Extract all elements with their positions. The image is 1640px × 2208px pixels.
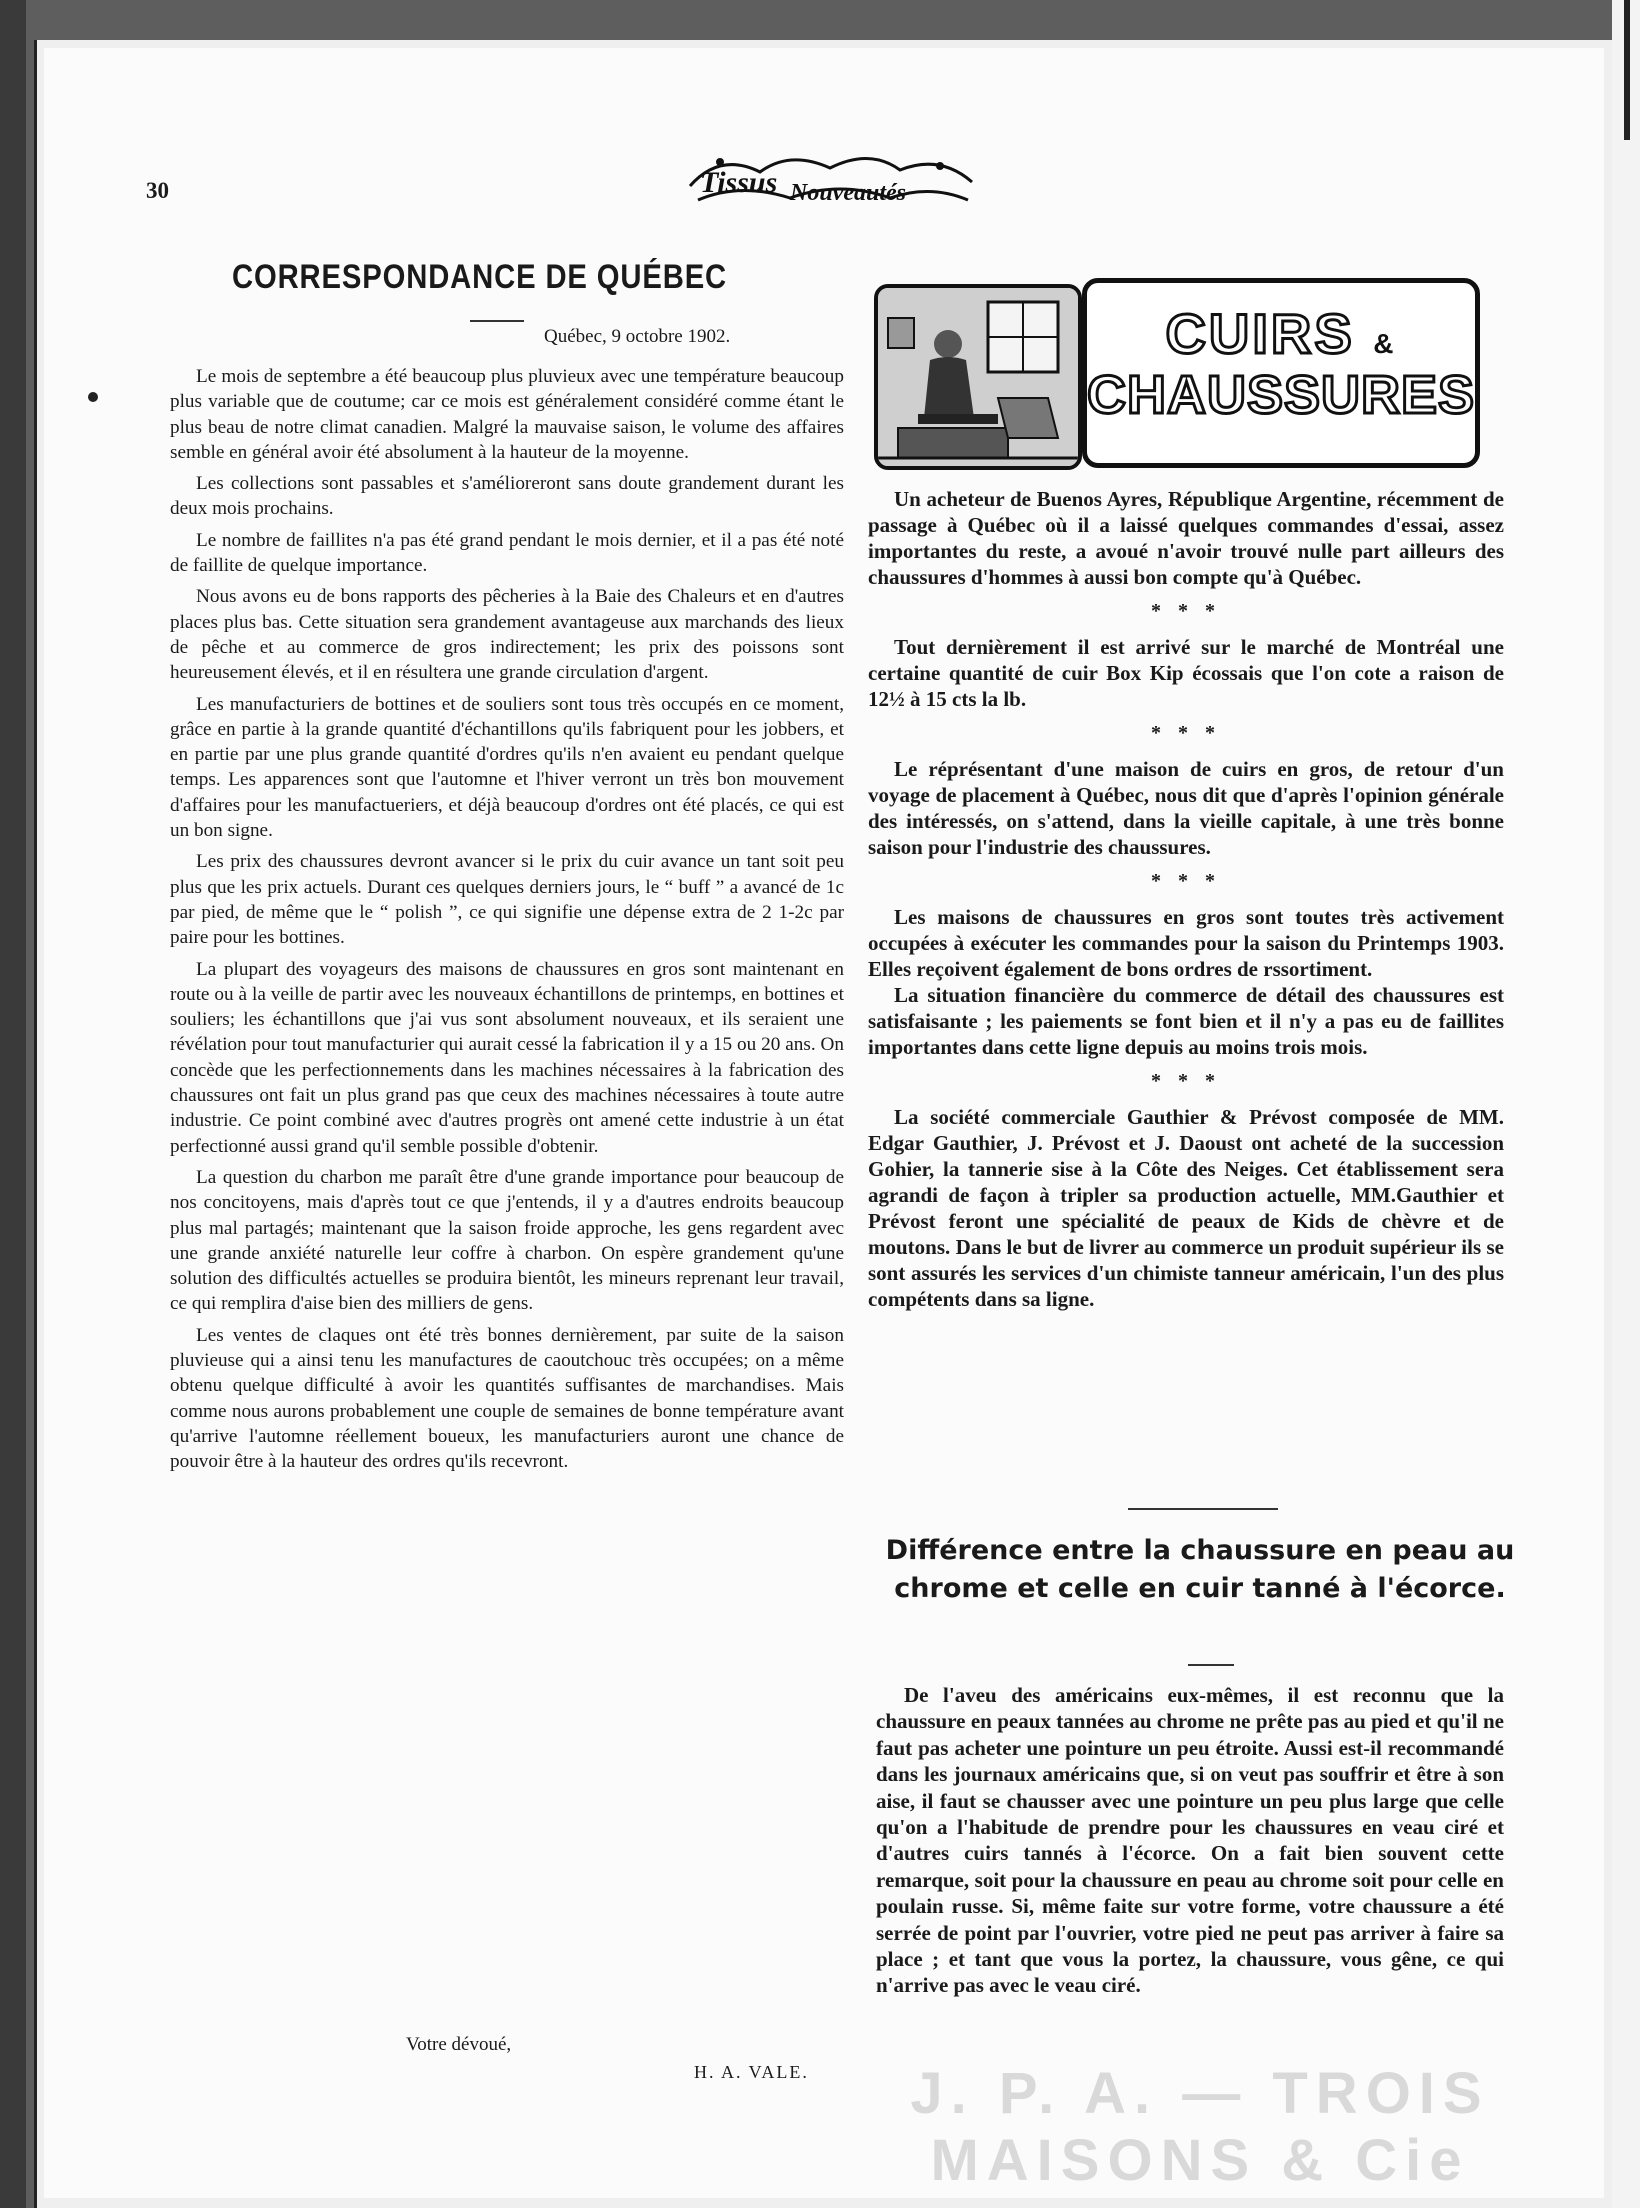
article-text: De l'aveu des américains eux-mêmes, il est reconnu que la chaussure en peaux tannées au chrome ne prête pas au pied et qu'il ne faut pas acheter une pointure un peu étroite. Aussi est-il recommandé dans les journaux américains que, si on veut pas souffrir et être à son aise, il faut se chausser avec une pointure un peu plus large que celle qu'on a l'habitude de prendre pour les chaussures en veau ciré et d'autres cuirs tannés à l'écorce. On a fait bien souvent cette remarque, soit pour la chaussure en peau au chrome soit pour celle en poulain russe. Si, même faite sur votre forme, votre chaussure a été serrée de point par l'ouvrier, votre pied ne peut pas arriver à faire sa place ; et tant que vous la portez, la chaussure, vous gêne, ce qui n'arrive pas avec le veau ciré. — [876, 1683, 1504, 1998]
right-page-edge — [1612, 0, 1640, 2208]
news-item: Les maisons de chaussures en gros sont toutes très activement occupées à exécuter les commandes pour la saison du Printemps 1903. Elles reçoivent également de bons ordres de rssortiment. — [868, 905, 1504, 981]
correspondence-body — [170, 364, 844, 1480]
separator-stars: * * * — [1151, 722, 1221, 744]
paragraph: La plupart des voyageurs des maisons de chaussures en gros sont maintenant en route ou à la veille de partir avec les nouveaux échantillons de printemps, en bottines et souliers; les échantillons que j'ai vus sont absolument nouveaux, et ils seraient une révélation pour tout manufacturier qui aurait cessé la fabrication il y a 15 ou 20 ans. On concède que les perfectionnements dans les machines nécessaires à la fabrication des chaussures ont fait un plus grand pas que ceux des machines nécessaires à toute autre industrie. Ce point combiné avec d'autres progrès ont amené cette industrie à un état perfectionné aussi grand qu'il semble possible d'obtenir. — [170, 958, 844, 1157]
separator-stars: * * * — [1151, 870, 1221, 892]
signoff: Votre dévoué, — [406, 2034, 512, 2055]
paragraph: Les prix des chaussures devront avancer si le prix du cuir avance un tant soit peu plus que les prix actuels. Durant ces quelques derniers jours, le “ buff ” a avancé de 1c par pied, de même que le “ polish ”, ce qui signifie une dépense extra de 2 1-2c par paire pour les bottines. — [170, 851, 844, 949]
banner-ampersand: & — [1373, 328, 1397, 359]
cobbler-illustration — [874, 284, 1082, 470]
separator-stars: * * * — [1151, 600, 1221, 622]
svg-text:Nouveautés: Nouveautés — [790, 180, 906, 206]
paragraph: Les collections sont passables et s'amélioreront sans doute grandement durant les deux mois prochains. — [170, 473, 844, 520]
article-heading: CORRESPONDANCE DE QUÉBEC — [232, 258, 728, 296]
dateline: Québec, 9 octobre 1902. — [544, 326, 731, 347]
banner-line-2: CHAUSSURES — [1087, 365, 1476, 425]
paragraph: Le mois de septembre a été beaucoup plus pluvieux avec une température beaucoup plus variable que de coutume; car ce mois est généralement considéré comme étant le plus beau de notre climat canadien. Malgré la mauvaise saison, le volume des affaires semble en général avoir été absolument à la hauteur de la moyenne. — [170, 366, 844, 463]
news-items — [868, 486, 1504, 1312]
paragraph: Les manufacturiers de bottines et de souliers sont tous très occupés en ce moment, grâce en partie à la grande quantité d'échantillons qu'ils fabriquent pour les jobbers, et en partie par une plus grande quantité d'ordres qu'ils n'en avaient eu pendant quelque temps. Les apparences sont que l'automne et l'hiver verront un très bon mouvement d'affaires pour les manufactueriers, et déjà beaucoup d'ordres ont été placés, ce qui est un bon signe. — [170, 693, 844, 842]
news-item: La société commerciale Gauthier & Prévost composée de MM. Edgar Gauthier, J. Prévost et J. Daoust ont acheté de la succession Gohier, la tannerie sise à la Côte des Neiges. Cet établissement sera agrandi de façon à tripler sa production actuelle, MM.Gauthier et Prévost feront une spécialité de peaux de Kids de chèvre et de moutons. Dans le but de livrer au commerce un produit supérieur ils se sont assurés les services d'un chimiste tanneur américain, l'un des plus compétents dans sa ligne. — [868, 1105, 1504, 1311]
news-item: Le réprésentant d'une maison de cuirs en gros, de retour d'un voyage de placement à Québec, nous dit que d'après l'opinion générale des intéressés, on s'attend, dans la vieille capitale, à une très bonne saison pour l'industrie des chaussures. — [868, 757, 1504, 859]
banner-word-cuirs: CUIRS — [1165, 302, 1355, 365]
news-item: Un acheteur de Buenos Ayres, République Argentine, récemment de passage à Québec où il a laissé quelques commandes d'essai, assez importantes du reste, a avoué n'avoir trouvé nulle part ailleurs des chaussures d'hommes à aussi bon compte qu'à Québec. — [868, 487, 1504, 589]
banner-line-1 — [1087, 301, 1475, 366]
paragraph: Nous avons eu de bons rapports des pêcheries à la Baie des Chaleurs et en d'autres places plus bas. Cette situation sera grandement avantageuse aux marchands des lieux de pêche et au commerce de gros indirectement; les prix des poissons sont heureusement élevés, et il en résultera une grande circulation d'argent. — [170, 586, 844, 684]
separator-stars: * * * — [1151, 1070, 1221, 1092]
masthead-logo — [680, 142, 980, 212]
paragraph: Le nombre de faillites n'a pas été grand pendant le mois dernier, et il a pas été noté de faillite de quelque importance. — [170, 529, 844, 577]
heading-rule — [470, 320, 524, 322]
binding-shadow — [0, 0, 26, 2208]
subheading-rule — [1188, 1664, 1234, 1666]
page-number: 30 — [146, 178, 169, 203]
ink-spot — [88, 392, 98, 402]
section-banner — [1082, 278, 1480, 468]
section-rule — [1128, 1508, 1278, 1510]
news-item: Tout dernièrement il est arrivé sur le marché de Montréal une certaine quantité de cuir Box Kip écossais que l'on cote a raison de 12½ à 15 cts la lb. — [868, 635, 1504, 711]
author-signature: H. A. VALE. — [694, 2062, 809, 2082]
svg-text:Tissus: Tissus — [700, 166, 778, 199]
article-subheading: Différence entre la chaussure en peau au chrome et celle en cuir tanné à l'écorce. — [885, 1535, 1515, 1604]
paragraph: Les ventes de claques ont été très bonnes dernièrement, par suite de la saison pluvieuse qui a ainsi tenu les manufactures de caoutchouc très occupées; on a même obtenu quelque difficulté à avoir les quantités suffisantes de marchandises. Mais comme nous aurons probablement une couple de semaines de bonne température avant qu'arrive l'automne réellement boueux, les manufacturiers auront une chance de pouvoir être à la hauteur des ordres qu'ils recevront. — [170, 1324, 844, 1473]
paragraph: La question du charbon me paraît être d'une grande importance pour beaucoup de nos concitoyens, mais d'après tout ce que j'entends, il y a d'autres endroits beaucoup plus mal partagés; maintenant que la saison froide approche, les gens regardent avec une grande anxiété naturelle leur coffre à charbon. On espère grandement qu'une solution des difficultés actuelles se produira bientôt, les mineurs reprenant leur travail, ce qui remplira d'aise bien des milliers de gens. — [170, 1166, 844, 1315]
bleed-through-text: J. P. A. — TROIS MAISONS & Cie — [910, 2061, 1490, 2193]
chrome-leather-article — [876, 1682, 1504, 1999]
news-item: La situation financière du commerce de détail des chaussures est satisfaisante ; les paiements se font bien et il n'y a pas eu de faillites importantes dans cette ligne depuis au moins trois mois. — [868, 983, 1504, 1059]
